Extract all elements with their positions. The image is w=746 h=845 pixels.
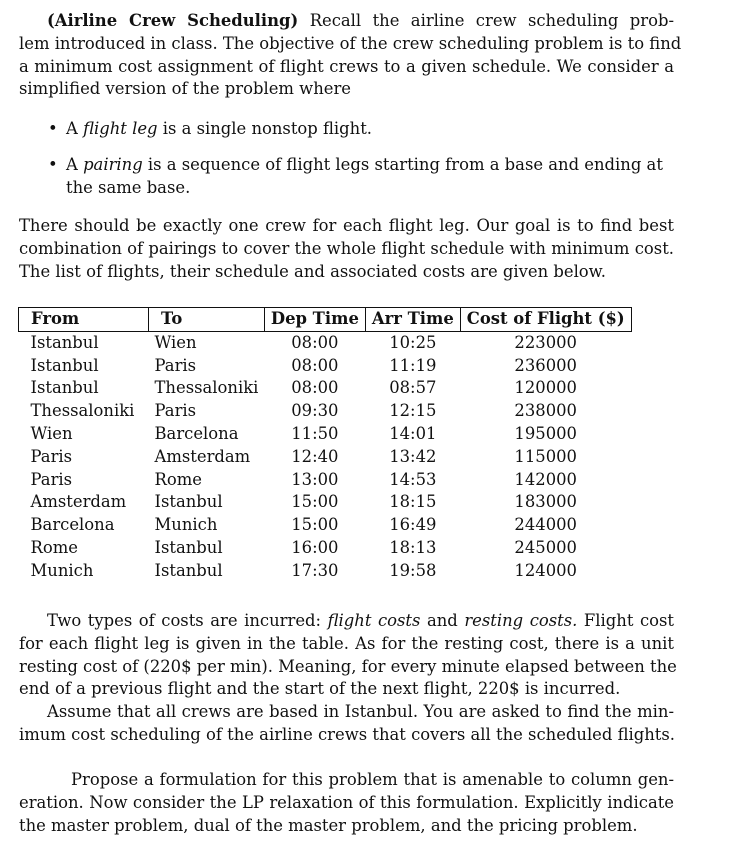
cell-from: Istanbul bbox=[30, 355, 99, 375]
cell-arr-time: 10:25 bbox=[389, 332, 437, 352]
cell-cost: 115000 bbox=[514, 446, 577, 466]
cell-cost: 183000 bbox=[514, 492, 577, 512]
term-flight-leg: flight leg bbox=[83, 119, 158, 138]
cell-to: Paris bbox=[154, 401, 197, 421]
definition-list-2 bbox=[19, 154, 674, 200]
cell-to: Istanbul bbox=[154, 560, 223, 580]
table-row bbox=[19, 514, 632, 537]
cell-cost: 142000 bbox=[514, 469, 577, 489]
header-cost: Cost of Flight ($) bbox=[460, 308, 631, 332]
table-row bbox=[19, 491, 632, 514]
cell-cost: 245000 bbox=[514, 537, 577, 557]
problem-title: (Airline Crew Scheduling) bbox=[47, 11, 299, 30]
cell-arr-time: 11:19 bbox=[389, 355, 437, 375]
term-resting-costs: resting costs. bbox=[464, 611, 578, 630]
bullet-flight-leg: • A flight leg is a single nonstop flight. bbox=[19, 118, 674, 141]
bullet-dot-icon: • bbox=[48, 119, 58, 138]
intro-paragraph bbox=[19, 10, 682, 101]
costs-paragraph: Two types of costs are incurred: flight costs and resting costs. Flight cost for each flight leg is given in the table. As for the resting cost, there is a unit resting cost of (220$ per min). Meaning, for every minute elapsed between the end of a previous flight and the start of the next flight, 220$ is incurred. bbox=[19, 611, 677, 699]
cell-dep-time: 08:00 bbox=[291, 355, 339, 375]
header-to: To bbox=[149, 308, 265, 332]
cell-to: Wien bbox=[154, 332, 197, 352]
intro-line-4: simplified version of the problem where bbox=[19, 79, 351, 99]
cell-cost: 238000 bbox=[514, 401, 577, 421]
schedule-intro-paragraph: There should be exactly one crew for each flight leg. Our goal is to find best combination of pairings to cover the whole flight schedule with minimum cost. The list of flights, their schedule and associated costs are given below. bbox=[19, 216, 674, 281]
cell-dep-time: 08:00 bbox=[291, 378, 339, 398]
intro-line-3: a minimum cost assignment of flight crews to a given schedule. We consider a bbox=[19, 56, 674, 76]
cell-cost: 223000 bbox=[514, 332, 577, 352]
table-row bbox=[19, 400, 632, 423]
cell-arr-time: 14:53 bbox=[389, 469, 437, 489]
cell-cost: 124000 bbox=[514, 560, 577, 580]
cell-cost: 236000 bbox=[514, 355, 577, 375]
table-header-row bbox=[19, 308, 632, 332]
cell-to: Paris bbox=[154, 355, 197, 375]
cell-dep-time: 09:30 bbox=[291, 401, 339, 421]
table-body bbox=[19, 331, 632, 582]
cell-from: Istanbul bbox=[30, 332, 99, 352]
cell-dep-time: 15:00 bbox=[291, 515, 339, 535]
cell-from: Thessaloniki bbox=[30, 401, 135, 421]
table-row bbox=[19, 331, 632, 354]
cell-to: Rome bbox=[154, 469, 202, 489]
table-row bbox=[19, 355, 632, 378]
cell-arr-time: 19:58 bbox=[389, 560, 437, 580]
cell-from: Barcelona bbox=[30, 515, 115, 535]
cell-to: Thessaloniki bbox=[154, 378, 259, 398]
table-row bbox=[19, 469, 632, 492]
cell-to: Barcelona bbox=[154, 423, 239, 443]
cell-to: Istanbul bbox=[154, 492, 223, 512]
cell-to: Munich bbox=[154, 515, 218, 535]
task-paragraph: Propose a formulation for this problem that is amenable to column gen- eration. Now consider the LP relaxation of this formulation. Explicitly indicate the master problem, dual of the master problem, and the pricing problem. bbox=[19, 770, 674, 835]
table-row bbox=[19, 537, 632, 560]
header-dep-time: Dep Time bbox=[264, 308, 365, 332]
term-pairing: pairing bbox=[83, 155, 143, 174]
cell-cost: 120000 bbox=[514, 378, 577, 398]
intro-line-2: lem introduced in class. The objective of the crew scheduling problem is to find bbox=[19, 33, 682, 53]
cell-cost: 195000 bbox=[514, 423, 577, 443]
table-row bbox=[19, 446, 632, 469]
cell-from: Paris bbox=[30, 446, 73, 466]
cell-to: Amsterdam bbox=[154, 446, 251, 466]
cell-arr-time: 18:15 bbox=[389, 492, 437, 512]
cell-to: Istanbul bbox=[154, 537, 223, 557]
cell-dep-time: 13:00 bbox=[291, 469, 339, 489]
cell-arr-time: 16:49 bbox=[389, 515, 437, 535]
term-flight-costs: flight costs bbox=[327, 611, 421, 630]
cell-arr-time: 13:42 bbox=[389, 446, 437, 466]
base-paragraph: Assume that all crews are based in Istanbul. You are asked to find the min- imum cost scheduling of the airline crews that covers all the scheduled flights. bbox=[19, 702, 676, 744]
cell-dep-time: 17:30 bbox=[291, 560, 339, 580]
table-row bbox=[19, 560, 632, 583]
flight-schedule-table bbox=[18, 307, 632, 583]
cell-from: Paris bbox=[30, 469, 73, 489]
intro-line-1: (Airline Crew Scheduling) Recall the airline crew scheduling prob- bbox=[47, 11, 675, 30]
cell-arr-time: 18:13 bbox=[389, 537, 437, 557]
cell-dep-time: 12:40 bbox=[291, 446, 339, 466]
cell-cost: 244000 bbox=[514, 515, 577, 535]
cell-arr-time: 14:01 bbox=[389, 423, 437, 443]
header-from: From bbox=[19, 308, 149, 332]
cell-from: Istanbul bbox=[30, 378, 99, 398]
definition-list bbox=[19, 118, 674, 141]
header-arr-time: Arr Time bbox=[365, 308, 460, 332]
cell-dep-time: 11:50 bbox=[291, 423, 339, 443]
bullet-pairing-line-2: the same base. bbox=[66, 177, 191, 197]
table-row bbox=[19, 377, 632, 400]
table-row bbox=[19, 423, 632, 446]
cell-from: Munich bbox=[30, 560, 94, 580]
bullet-pairing: • A pairing is a sequence of flight legs starting from a base and ending at the same base. bbox=[19, 154, 674, 200]
cell-from: Rome bbox=[30, 537, 78, 557]
cell-from: Wien bbox=[30, 423, 73, 443]
bullet-dot-icon: • bbox=[48, 155, 58, 174]
cell-dep-time: 16:00 bbox=[291, 537, 339, 557]
cell-from: Amsterdam bbox=[30, 492, 127, 512]
cell-arr-time: 12:15 bbox=[389, 401, 437, 421]
cell-arr-time: 08:57 bbox=[389, 378, 437, 398]
cell-dep-time: 15:00 bbox=[291, 492, 339, 512]
cell-dep-time: 08:00 bbox=[291, 332, 339, 352]
